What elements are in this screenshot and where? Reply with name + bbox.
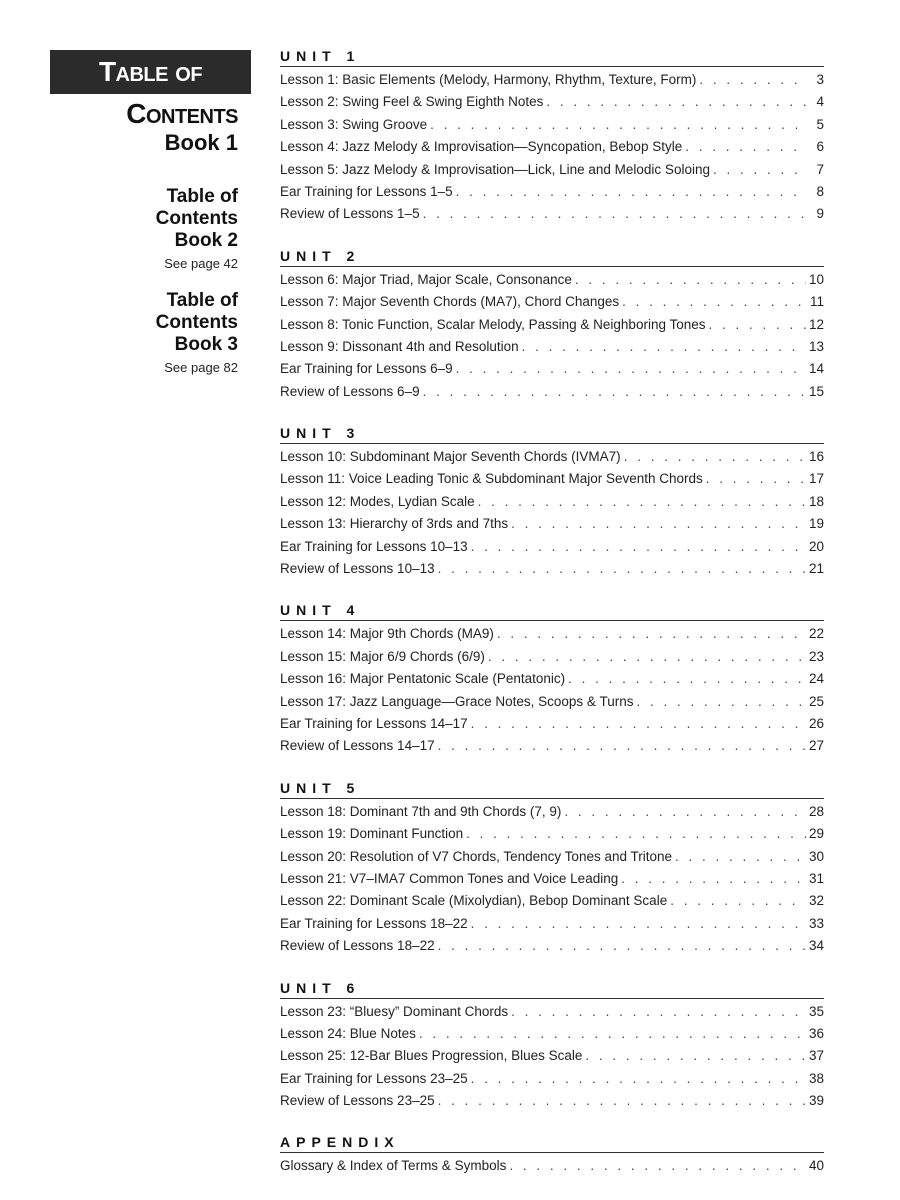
section-header: UNIT 3 xyxy=(280,423,824,444)
dot-leader xyxy=(675,846,806,868)
entry-page-number: 10 xyxy=(808,271,824,287)
entry-title: Lesson 11: Voice Leading Tonic & Subdominant Major Seventh Chords xyxy=(280,471,703,487)
dot-leader xyxy=(624,446,806,468)
toc-entry[interactable] xyxy=(280,668,824,690)
dot-leader xyxy=(622,291,807,313)
toc-entry[interactable] xyxy=(280,890,824,912)
dot-leader xyxy=(685,136,807,158)
entry-title: Review of Lessons 1–5 xyxy=(280,206,420,222)
dot-leader xyxy=(419,1023,806,1045)
entry-title: Lesson 10: Subdominant Major Seventh Chords (IVMA7) xyxy=(280,449,621,465)
entry-title: Lesson 22: Dominant Scale (Mixolydian), Bebop Dominant Scale xyxy=(280,893,668,909)
toc-book3-line2: Contents xyxy=(155,312,238,333)
entry-title: Ear Training for Lessons 18–22 xyxy=(280,915,468,931)
entry-title: Ear Training for Lessons 1–5 xyxy=(280,183,453,199)
entry-page-number: 30 xyxy=(808,848,824,864)
toc-book3-see-page: See page 82 xyxy=(164,360,238,375)
toc-entry[interactable] xyxy=(280,69,824,91)
dot-leader xyxy=(423,381,806,403)
entry-page-number: 33 xyxy=(808,915,824,931)
toc-entry[interactable] xyxy=(280,181,824,203)
toc-entry[interactable] xyxy=(280,291,824,313)
toc-entry[interactable] xyxy=(280,91,824,113)
dot-leader xyxy=(709,314,806,336)
toc-book3-line3: Book 3 xyxy=(174,334,238,355)
entry-page-number: 5 xyxy=(816,116,824,132)
entry-page-number: 35 xyxy=(808,1003,824,1019)
toc-book2-line1: Table of xyxy=(166,186,238,207)
entry-title: Lesson 2: Swing Feel & Swing Eighth Notes xyxy=(280,94,544,110)
dot-leader xyxy=(546,91,807,113)
entry-page-number: 25 xyxy=(808,693,824,709)
toc-entry[interactable] xyxy=(280,558,824,580)
dot-leader xyxy=(670,890,806,912)
dot-leader xyxy=(466,823,806,845)
entry-title: Review of Lessons 14–17 xyxy=(280,738,435,754)
entry-title: Review of Lessons 18–22 xyxy=(280,938,435,954)
section-header: UNIT 5 xyxy=(280,778,824,799)
entry-page-number: 29 xyxy=(808,826,824,842)
entry-page-number: 27 xyxy=(808,738,824,754)
toc-entry[interactable] xyxy=(280,468,824,490)
dot-leader xyxy=(522,336,806,358)
entry-page-number: 15 xyxy=(808,383,824,399)
dot-leader xyxy=(511,513,806,535)
section-header: UNIT 4 xyxy=(280,600,824,621)
toc-entry[interactable] xyxy=(280,269,824,291)
entry-title: Lesson 8: Tonic Function, Scalar Melody, Passing & Neighboring Tones xyxy=(280,316,706,332)
entry-title: Review of Lessons 6–9 xyxy=(280,383,420,399)
toc-entry[interactable] xyxy=(280,513,824,535)
entry-title: Lesson 24: Blue Notes xyxy=(280,1025,416,1041)
entry-page-number: 12 xyxy=(808,316,824,332)
toc-entry[interactable] xyxy=(280,713,824,735)
entry-page-number: 11 xyxy=(809,294,824,310)
toc-entry[interactable] xyxy=(280,1068,824,1090)
dot-leader xyxy=(488,646,806,668)
entry-title: Lesson 20: Resolution of V7 Chords, Tendency Tones and Tritone xyxy=(280,848,673,864)
entry-title: Review of Lessons 10–13 xyxy=(280,561,435,577)
entry-page-number: 39 xyxy=(808,1093,824,1109)
toc-entry[interactable] xyxy=(280,136,824,158)
toc-section xyxy=(280,600,824,757)
entry-title: Lesson 1: Basic Elements (Melody, Harmony, Rhythm, Texture, Form) xyxy=(280,72,697,87)
entry-title: Lesson 9: Dissonant 4th and Resolution xyxy=(280,338,519,354)
entry-title: Lesson 13: Hierarchy of 3rds and 7ths xyxy=(280,516,509,532)
toc-entry[interactable] xyxy=(280,823,824,845)
dot-leader xyxy=(568,668,806,690)
dot-leader xyxy=(713,159,807,181)
entry-page-number: 4 xyxy=(816,94,824,110)
dot-leader xyxy=(564,801,806,823)
entry-page-number: 32 xyxy=(808,893,824,909)
toc-entry[interactable] xyxy=(280,846,824,868)
dot-leader xyxy=(471,913,806,935)
toc-entry[interactable] xyxy=(280,801,824,823)
dot-leader xyxy=(438,1090,806,1112)
toc-entry[interactable] xyxy=(280,314,824,336)
entry-title: Lesson 21: V7–IMA7 Common Tones and Voice Leading xyxy=(280,870,619,886)
toc-entry[interactable] xyxy=(280,1045,824,1067)
toc-section xyxy=(280,778,824,958)
entry-page-number: 16 xyxy=(808,449,824,465)
entry-page-number: 17 xyxy=(808,471,824,487)
dot-leader xyxy=(511,1001,806,1023)
toc-entry[interactable] xyxy=(280,935,824,957)
toc-title-banner xyxy=(50,50,251,94)
toc-entry[interactable] xyxy=(280,1155,824,1177)
toc-book3-line1: Table of xyxy=(166,290,238,311)
entry-page-number: 13 xyxy=(808,338,824,354)
toc-book3-ref xyxy=(156,290,238,378)
dot-leader xyxy=(423,203,807,225)
toc-entry[interactable] xyxy=(280,491,824,513)
entry-page-number: 26 xyxy=(808,715,824,731)
toc-entry[interactable] xyxy=(280,623,824,645)
entry-page-number: 36 xyxy=(808,1025,824,1041)
entry-page-number: 38 xyxy=(808,1070,824,1086)
toc-title-line2: Contents xyxy=(126,98,238,129)
toc-entry[interactable] xyxy=(280,1023,824,1045)
dot-leader xyxy=(478,491,806,513)
entry-page-number: 23 xyxy=(808,648,824,664)
entry-title: Ear Training for Lessons 6–9 xyxy=(280,361,453,377)
dot-leader xyxy=(471,536,806,558)
entry-title: Ear Training for Lessons 14–17 xyxy=(280,715,468,731)
entry-page-number: 31 xyxy=(808,870,824,886)
toc-section xyxy=(280,46,824,226)
toc-entry[interactable] xyxy=(280,1001,824,1023)
dot-leader xyxy=(636,691,806,713)
entry-page-number: 34 xyxy=(808,938,824,954)
entry-page-number: 40 xyxy=(808,1158,824,1174)
entry-title: Lesson 25: 12-Bar Blues Progression, Blues Scale xyxy=(280,1048,583,1064)
toc-entry[interactable] xyxy=(280,1090,824,1112)
toc-book2-ref xyxy=(156,186,238,274)
section-header: UNIT 2 xyxy=(280,246,824,267)
entry-title: Review of Lessons 23–25 xyxy=(280,1093,435,1109)
dot-leader xyxy=(471,1068,806,1090)
section-header: UNIT 1 xyxy=(280,46,824,67)
entry-page-number: 37 xyxy=(808,1048,824,1064)
entry-title: Lesson 19: Dominant Function xyxy=(280,826,464,842)
entry-title: Lesson 18: Dominant 7th and 9th Chords (7, 9) xyxy=(280,803,562,819)
entry-title: Lesson 14: Major 9th Chords (MA9) xyxy=(280,626,494,642)
toc-entry[interactable] xyxy=(280,446,824,468)
entry-title: Lesson 12: Modes, Lydian Scale xyxy=(280,493,475,509)
toc-entry[interactable] xyxy=(280,203,824,225)
toc-entry[interactable] xyxy=(280,358,824,380)
toc-section xyxy=(280,1132,824,1177)
section-header: APPENDIX xyxy=(280,1132,824,1153)
entry-title: Ear Training for Lessons 10–13 xyxy=(280,538,468,554)
dot-leader xyxy=(456,358,806,380)
toc-entry[interactable] xyxy=(280,536,824,558)
entry-page-number: 14 xyxy=(808,361,824,377)
entry-title: Lesson 3: Swing Groove xyxy=(280,116,428,132)
section-header: UNIT 6 xyxy=(280,978,824,999)
toc-entry[interactable] xyxy=(280,735,824,757)
dot-leader xyxy=(621,868,806,890)
toc-entry[interactable] xyxy=(280,114,824,136)
toc-list xyxy=(280,46,824,1198)
toc-section xyxy=(280,978,824,1113)
dot-leader xyxy=(456,181,807,203)
entry-page-number: 24 xyxy=(808,671,824,687)
toc-entry[interactable] xyxy=(280,646,824,668)
dot-leader xyxy=(438,935,806,957)
entry-page-number: 8 xyxy=(816,183,824,199)
toc-section xyxy=(280,246,824,403)
dot-leader xyxy=(430,114,807,136)
entry-title: Lesson 4: Jazz Melody & Improvisation—Syncopation, Bebop Style xyxy=(280,139,683,155)
entry-title: Lesson 23: “Bluesy” Dominant Chords xyxy=(280,1003,509,1019)
entry-page-number: 6 xyxy=(816,139,824,155)
dot-leader xyxy=(471,713,806,735)
dot-leader xyxy=(585,1045,806,1067)
dot-leader xyxy=(497,623,806,645)
toc-section xyxy=(280,423,824,580)
toc-entry[interactable] xyxy=(280,691,824,713)
toc-entry[interactable] xyxy=(280,381,824,403)
entry-page-number: 3 xyxy=(816,72,824,87)
toc-book2-see-page: See page 42 xyxy=(164,256,238,271)
dot-leader xyxy=(509,1155,806,1177)
entry-page-number: 21 xyxy=(808,561,824,577)
entry-title: Ear Training for Lessons 23–25 xyxy=(280,1070,468,1086)
entry-page-number: 28 xyxy=(808,803,824,819)
entry-title: Lesson 15: Major 6/9 Chords (6/9) xyxy=(280,648,485,664)
toc-entry[interactable] xyxy=(280,159,824,181)
toc-title-line1: Table of xyxy=(98,56,203,87)
toc-book2-line3: Book 2 xyxy=(174,230,238,251)
entry-title: Lesson 7: Major Seventh Chords (MA7), Chord Changes xyxy=(280,294,620,310)
dot-leader xyxy=(699,69,807,91)
entry-title: Lesson 5: Jazz Melody & Improvisation—Lick, Line and Melodic Soloing xyxy=(280,161,710,177)
entry-page-number: 18 xyxy=(808,493,824,509)
entry-page-number: 20 xyxy=(808,538,824,554)
dot-leader xyxy=(706,468,806,490)
toc-title-book: Book 1 xyxy=(164,130,238,155)
entry-title: Lesson 16: Major Pentatonic Scale (Pentatonic) xyxy=(280,671,566,687)
dot-leader xyxy=(438,735,806,757)
toc-book2-line2: Contents xyxy=(155,208,238,229)
toc-entry[interactable] xyxy=(280,868,824,890)
entry-page-number: 22 xyxy=(808,626,824,642)
toc-entry[interactable] xyxy=(280,913,824,935)
entry-page-number: 7 xyxy=(816,161,824,177)
entry-page-number: 9 xyxy=(816,206,824,222)
dot-leader xyxy=(575,269,806,291)
entry-title: Lesson 6: Major Triad, Major Scale, Consonance xyxy=(280,271,572,287)
toc-entry[interactable] xyxy=(280,336,824,358)
entry-title: Glossary & Index of Terms & Symbols xyxy=(280,1158,507,1174)
entry-title: Lesson 17: Jazz Language—Grace Notes, Scoops & Turns xyxy=(280,693,634,709)
entry-page-number: 19 xyxy=(808,516,824,532)
dot-leader xyxy=(438,558,806,580)
